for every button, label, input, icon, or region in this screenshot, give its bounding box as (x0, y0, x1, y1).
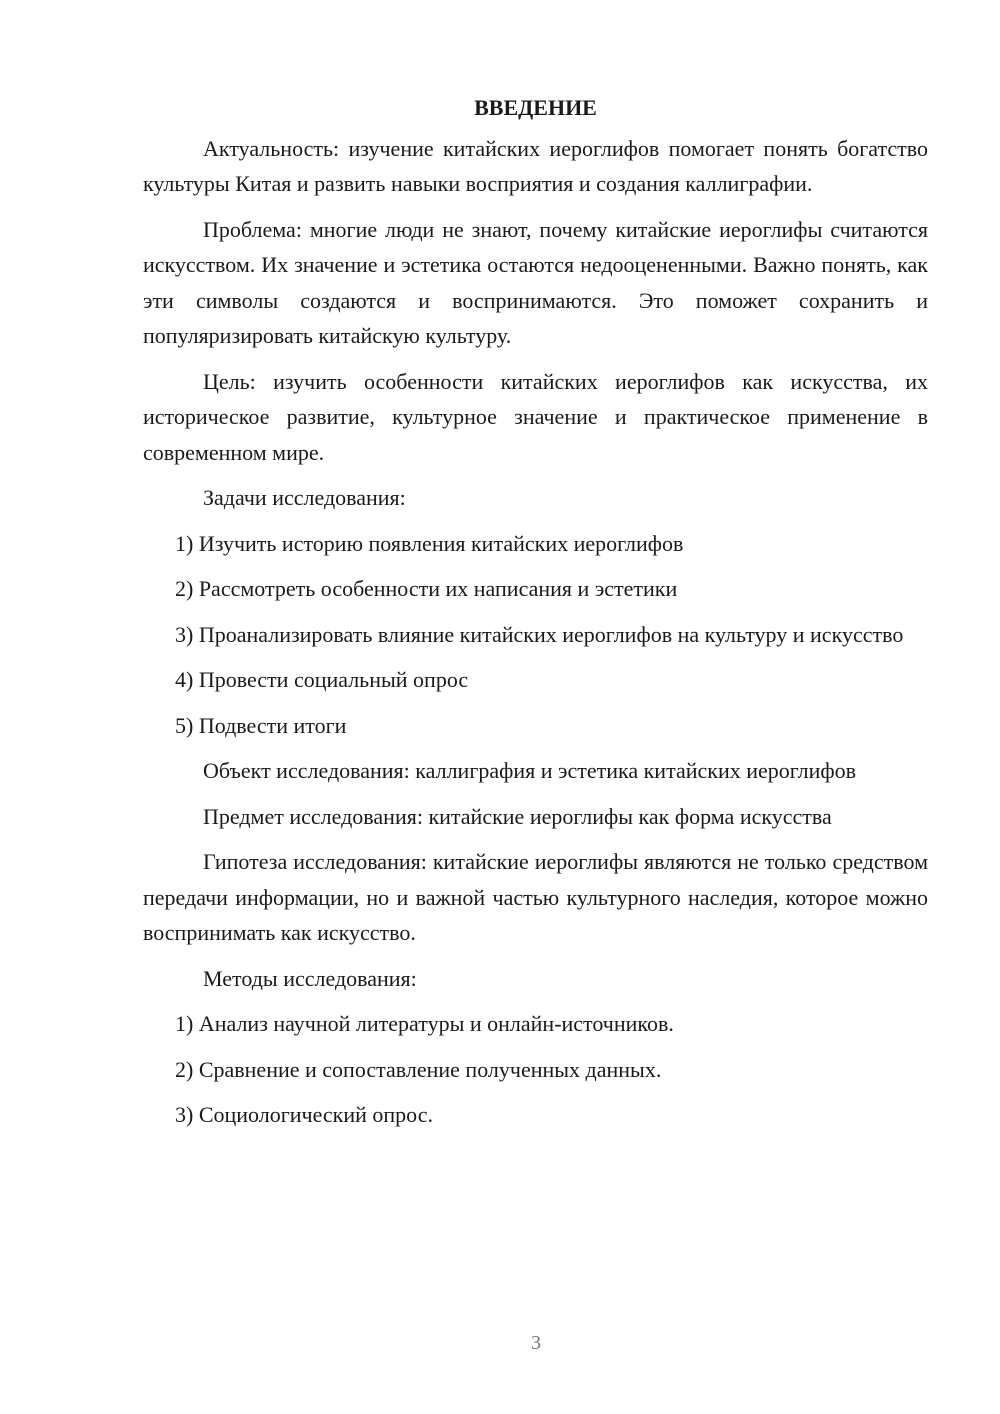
section-title: ВВЕДЕНИЕ (474, 95, 597, 120)
relevance-paragraph: Актуальность: изучение китайских иероглифов помогает понять богатство культуры Китая и развить навыки восприятия и создания каллиграфии. (143, 135, 928, 196)
task-item: 5) Подвести итоги (175, 712, 347, 738)
method-item: 3) Социологический опрос. (175, 1102, 433, 1127)
methods-heading: Методы исследования: (203, 965, 417, 991)
task-item: 3) Проанализировать влияние китайских иероглифов на культуру и искусство (175, 621, 904, 647)
object-paragraph: Объект исследования: каллиграфия и эстетика китайских иероглифов (203, 758, 857, 783)
tasks-heading: Задачи исследования: (203, 485, 406, 510)
task-item: 1) Изучить историю появления китайских иероглифов (175, 530, 684, 556)
method-item: 2) Сравнение и сопоставление полученных данных. (175, 1056, 662, 1082)
subject-paragraph: Предмет исследования: китайские иероглифы как форма искусства (203, 803, 832, 829)
page-number: 3 (531, 1332, 541, 1354)
problem-paragraph: Проблема: многие люди не знают, почему китайские иероглифы считаются искусством. Их значение и эстетика остаются недооцененными. Важно понять, как эти символы создаются и воспринимаются. Это поможет сохранить и популяризировать китайскую культуру. (143, 216, 928, 348)
page-content (143, 90, 928, 1143)
goal-paragraph: Цель: изучить особенности китайских иероглифов как искусства, их историческое развитие, культурное значение и практическое применение в современном мире. (143, 368, 928, 465)
method-item: 1) Анализ научной литературы и онлайн-источников. (175, 1011, 674, 1036)
task-item: 4) Провести социальный опрос (175, 667, 469, 692)
hypothesis-paragraph: Гипотеза исследования: китайские иероглифы являются не только средством передачи информации, но и важной частью культурного наследия, которое можно воспринимать как искусство. (143, 849, 928, 945)
task-item: 2) Рассмотреть особенности их написания и эстетики (175, 576, 678, 601)
